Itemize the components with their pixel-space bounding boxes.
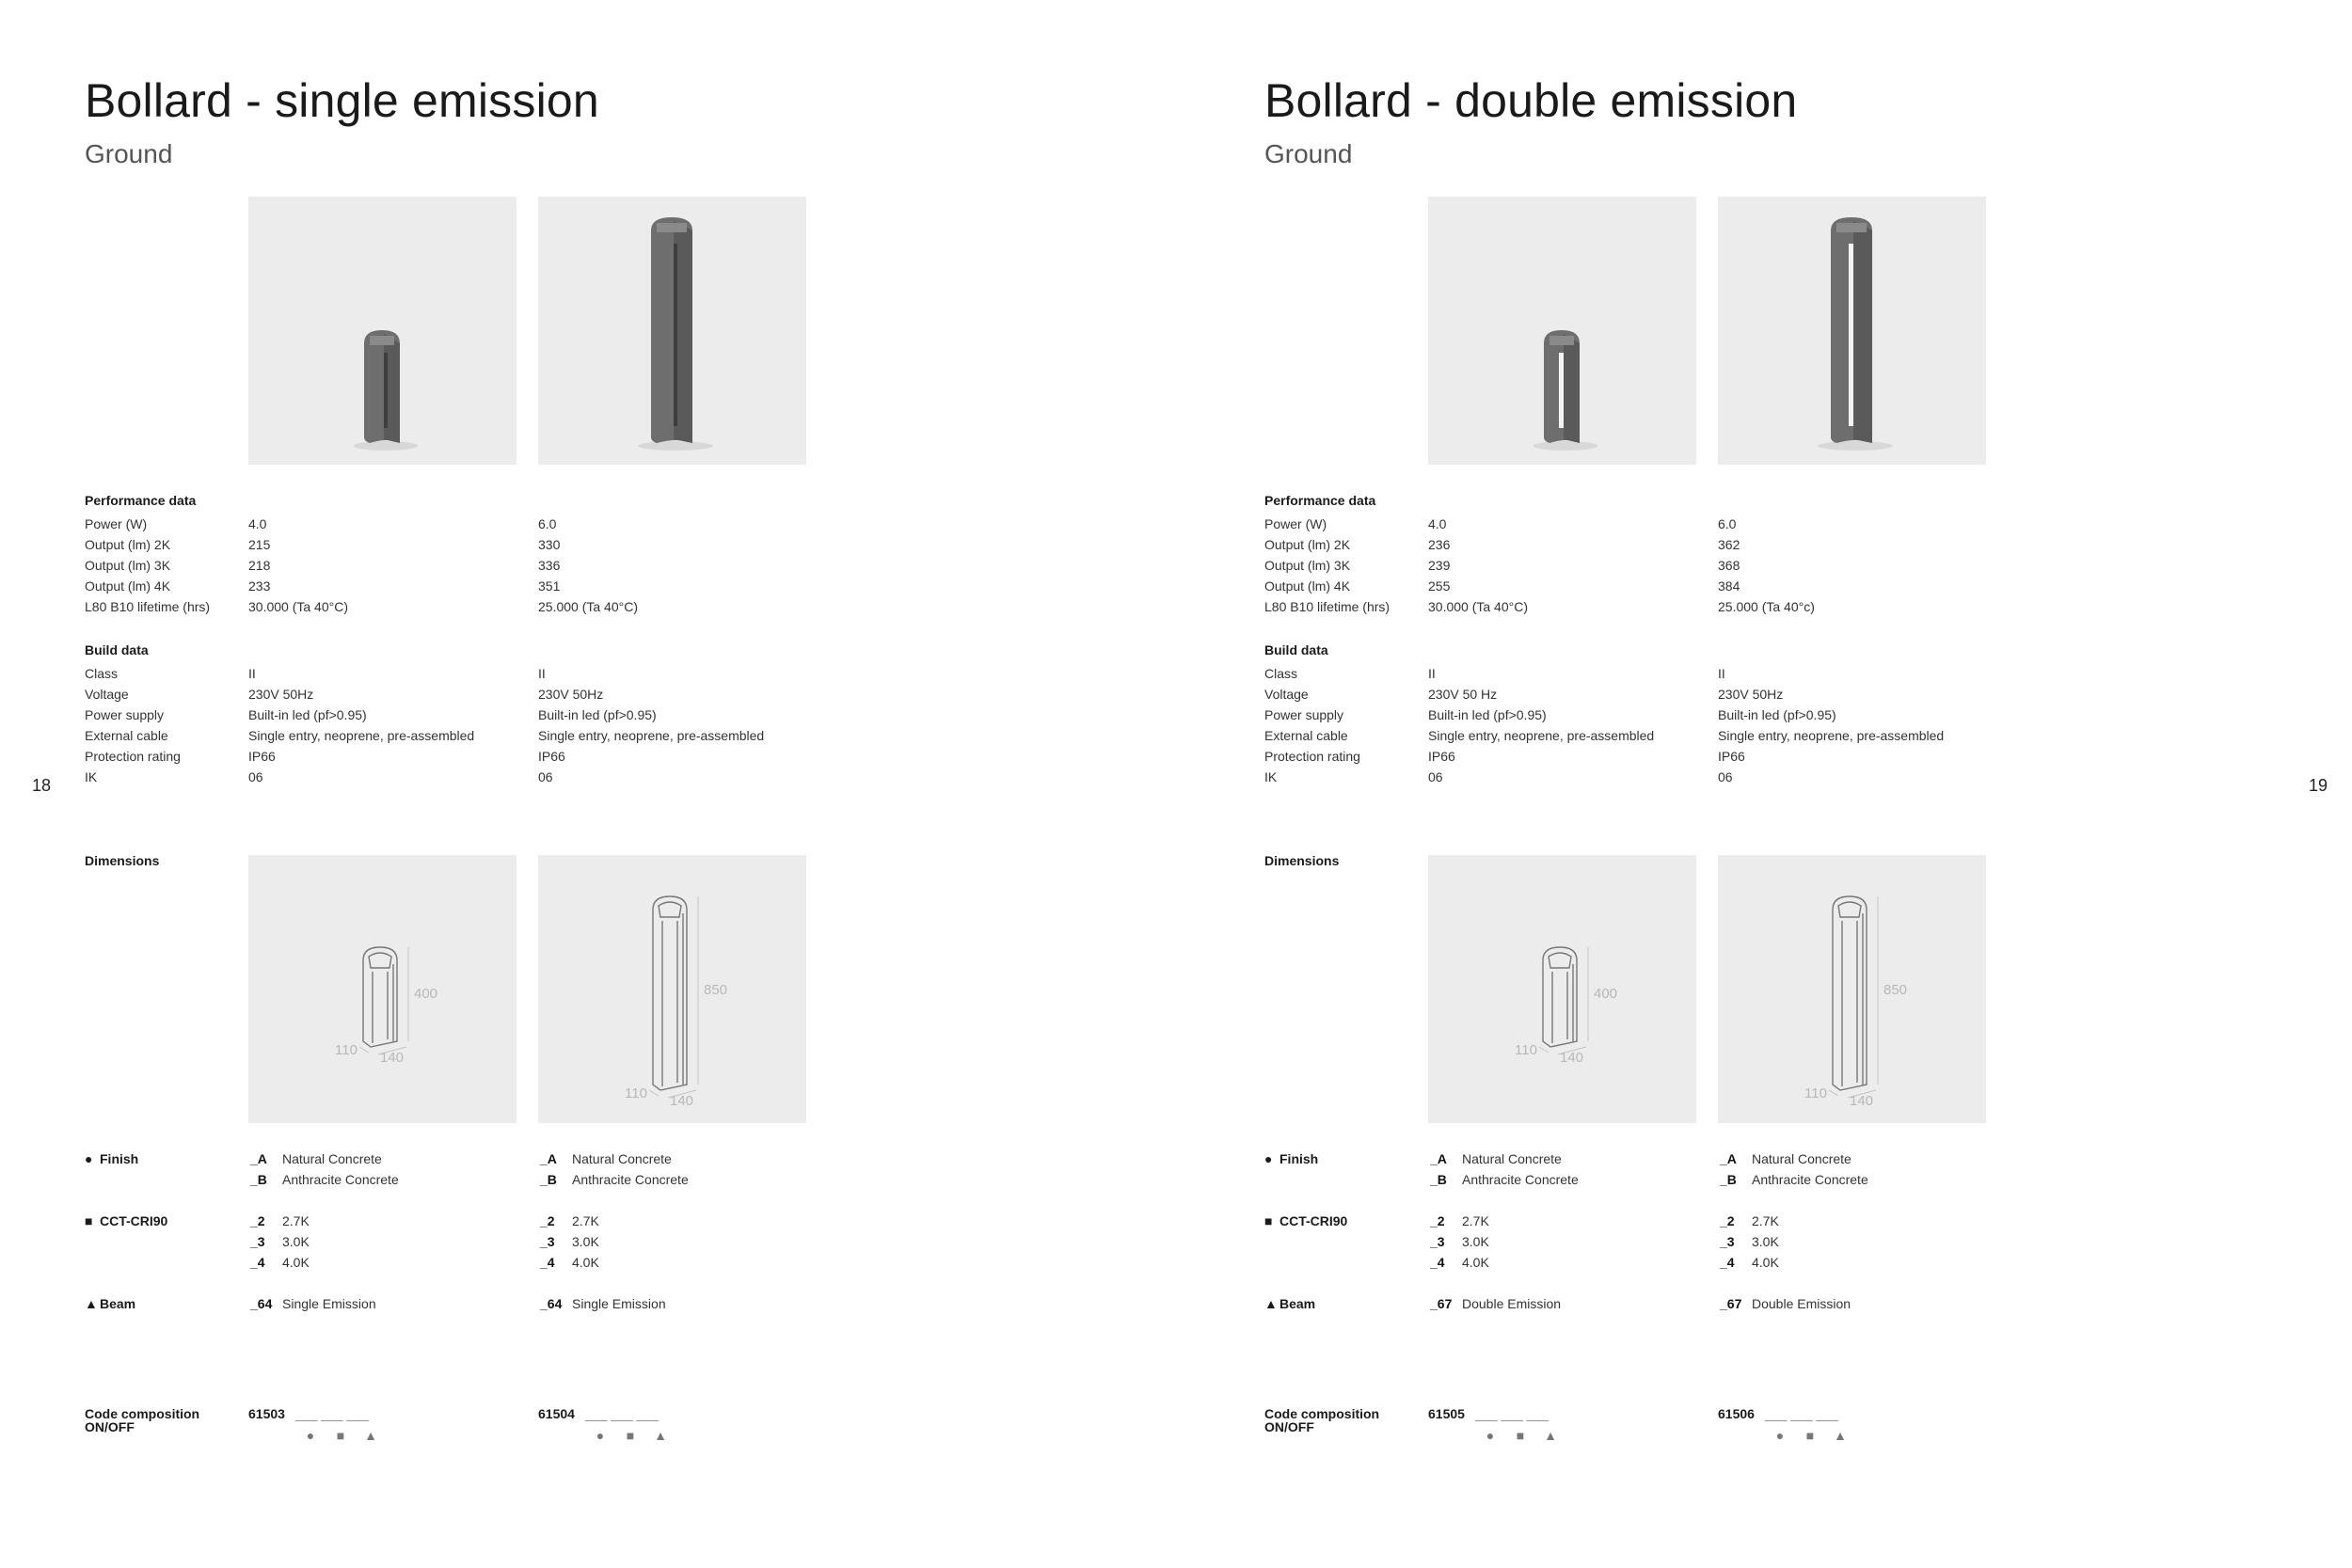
build-label: IK bbox=[85, 769, 98, 784]
option-code: _2 bbox=[540, 1213, 555, 1228]
bollard-photo-graphic bbox=[1428, 197, 1696, 465]
option-code: _B bbox=[1430, 1172, 1447, 1187]
option-name: Single Emission bbox=[282, 1296, 376, 1311]
product-code: 61503 bbox=[248, 1406, 285, 1421]
build-value-2: 230V 50Hz bbox=[538, 687, 604, 702]
build-label: IK bbox=[1264, 769, 1278, 784]
build-value-1: Built-in led (pf>0.95) bbox=[1428, 707, 1547, 722]
cct-option bbox=[250, 1234, 310, 1249]
finish-symbol-icon: ● bbox=[85, 1151, 93, 1166]
code-onoff-label: ON/OFF bbox=[85, 1419, 135, 1434]
performance-heading: Performance data bbox=[1264, 493, 1376, 508]
option-code: _A bbox=[540, 1151, 557, 1166]
option-name: 3.0K bbox=[572, 1234, 599, 1249]
code-onoff-label: ON/OFF bbox=[1264, 1419, 1314, 1434]
option-name: Double Emission bbox=[1462, 1296, 1562, 1311]
option-code: _B bbox=[1720, 1172, 1737, 1187]
cct-option bbox=[250, 1255, 310, 1270]
beam-label bbox=[85, 1296, 135, 1311]
code-blanks: ___ ___ ___ bbox=[295, 1406, 369, 1421]
finish-option bbox=[1430, 1151, 1562, 1166]
build-label: Voltage bbox=[1264, 687, 1309, 702]
option-code: _2 bbox=[1720, 1213, 1735, 1228]
option-name: Natural Concrete bbox=[1462, 1151, 1562, 1166]
performance-value-1: 30.000 (Ta 40°C) bbox=[248, 599, 348, 614]
build-value-1: IP66 bbox=[1428, 749, 1455, 764]
build-value-2: IP66 bbox=[538, 749, 565, 764]
performance-value-2: 6.0 bbox=[538, 516, 557, 531]
beam-option bbox=[1720, 1296, 1851, 1311]
option-name: 3.0K bbox=[1462, 1234, 1489, 1249]
beam-option bbox=[540, 1296, 666, 1311]
finish-option bbox=[250, 1172, 399, 1187]
build-value-2: Built-in led (pf>0.95) bbox=[1718, 707, 1836, 722]
bollard-photo-graphic bbox=[248, 197, 516, 465]
code-symbols bbox=[295, 1428, 386, 1443]
build-value-1: 06 bbox=[248, 769, 263, 784]
finish-option bbox=[540, 1151, 672, 1166]
finish-label-text: Finish bbox=[100, 1151, 139, 1166]
bollard-photo-graphic bbox=[538, 197, 806, 465]
option-name: 2.7K bbox=[1462, 1213, 1489, 1228]
performance-value-2: 368 bbox=[1718, 558, 1740, 573]
dim-depth: 110 bbox=[625, 1085, 647, 1101]
build-value-1: Single entry, neoprene, pre-assembled bbox=[248, 728, 475, 743]
cct-label-text: CCT-CRI90 bbox=[1279, 1213, 1348, 1228]
dim-width: 140 bbox=[1850, 1093, 1874, 1109]
circle-icon: ● bbox=[1775, 1428, 1785, 1443]
square-icon: ■ bbox=[626, 1428, 635, 1443]
circle-icon: ● bbox=[1486, 1428, 1495, 1443]
option-name: Anthracite Concrete bbox=[282, 1172, 399, 1187]
code-symbols bbox=[585, 1428, 675, 1443]
performance-value-2: 25.000 (Ta 40°C) bbox=[538, 599, 638, 614]
option-name: Natural Concrete bbox=[1752, 1151, 1851, 1166]
performance-value-2: 6.0 bbox=[1718, 516, 1737, 531]
build-value-2: Single entry, neoprene, pre-assembled bbox=[538, 728, 765, 743]
build-value-2: 230V 50Hz bbox=[1718, 687, 1784, 702]
circle-icon: ● bbox=[306, 1428, 315, 1443]
option-name: Double Emission bbox=[1752, 1296, 1851, 1311]
finish-label-text: Finish bbox=[1279, 1151, 1319, 1166]
page-number: 18 bbox=[32, 776, 52, 795]
performance-value-1: 239 bbox=[1428, 558, 1451, 573]
code-composition-label: Code composition bbox=[1264, 1406, 1380, 1421]
performance-label: Output (lm) 2K bbox=[1264, 537, 1351, 552]
beam-label bbox=[1264, 1296, 1315, 1311]
option-code: _B bbox=[540, 1172, 557, 1187]
dimension-box-short bbox=[1428, 855, 1696, 1123]
build-label: Power supply bbox=[85, 707, 165, 722]
finish-option bbox=[1720, 1172, 1868, 1187]
build-label: Protection rating bbox=[85, 749, 181, 764]
product-photo-tall bbox=[538, 197, 806, 465]
dimension-box-short bbox=[248, 855, 516, 1123]
finish-label bbox=[85, 1151, 138, 1166]
option-code: _4 bbox=[540, 1255, 555, 1270]
build-value-1: II bbox=[248, 666, 256, 681]
dim-depth: 110 bbox=[1804, 1085, 1827, 1101]
performance-value-2: 362 bbox=[1718, 537, 1740, 552]
code-blanks: ___ ___ ___ bbox=[1475, 1406, 1549, 1421]
page-subtitle: Ground bbox=[85, 139, 173, 168]
dimensions-heading: Dimensions bbox=[1264, 853, 1340, 868]
build-label: External cable bbox=[85, 728, 168, 743]
option-code: _B bbox=[250, 1172, 267, 1187]
page-title: Bollard - double emission bbox=[1264, 74, 1798, 127]
product-code: 61506 bbox=[1718, 1406, 1755, 1421]
performance-label: Output (lm) 3K bbox=[85, 558, 171, 573]
option-code: _4 bbox=[1720, 1255, 1735, 1270]
dim-depth: 110 bbox=[335, 1042, 358, 1058]
square-icon: ■ bbox=[1516, 1428, 1525, 1443]
page-subtitle: Ground bbox=[1264, 139, 1353, 168]
option-name: 4.0K bbox=[282, 1255, 310, 1270]
performance-value-2: 351 bbox=[538, 578, 561, 594]
option-code: _A bbox=[1720, 1151, 1737, 1166]
option-code: _67 bbox=[1720, 1296, 1742, 1311]
dimension-drawing bbox=[248, 855, 516, 1123]
page-title: Bollard - single emission bbox=[85, 74, 599, 127]
code-composition-label: Code composition bbox=[85, 1406, 200, 1421]
cct-option bbox=[540, 1255, 599, 1270]
option-name: 4.0K bbox=[1462, 1255, 1489, 1270]
build-heading: Build data bbox=[85, 642, 149, 657]
performance-value-1: 236 bbox=[1428, 537, 1451, 552]
product-photo-short bbox=[248, 197, 516, 465]
beam-label-text: Beam bbox=[100, 1296, 136, 1311]
finish-option bbox=[540, 1172, 689, 1187]
finish-option bbox=[1720, 1151, 1851, 1166]
option-name: 2.7K bbox=[282, 1213, 310, 1228]
triangle-icon: ▲ bbox=[364, 1428, 377, 1443]
cct-label-text: CCT-CRI90 bbox=[100, 1213, 168, 1228]
cct-symbol-icon: ■ bbox=[85, 1213, 93, 1228]
cct-label bbox=[1264, 1213, 1347, 1228]
build-value-1: Built-in led (pf>0.95) bbox=[248, 707, 367, 722]
build-label: Class bbox=[1264, 666, 1298, 681]
code-symbols bbox=[1475, 1428, 1565, 1443]
build-value-2: IP66 bbox=[1718, 749, 1745, 764]
option-name: Anthracite Concrete bbox=[1462, 1172, 1579, 1187]
dimension-drawing bbox=[1718, 855, 1986, 1123]
beam-option bbox=[250, 1296, 376, 1311]
option-name: Natural Concrete bbox=[572, 1151, 672, 1166]
dim-height: 400 bbox=[414, 986, 438, 1002]
square-icon: ■ bbox=[1805, 1428, 1815, 1443]
option-name: Single Emission bbox=[572, 1296, 666, 1311]
cct-option bbox=[250, 1213, 310, 1228]
cct-label bbox=[85, 1213, 167, 1228]
code-symbols bbox=[1765, 1428, 1855, 1443]
beam-symbol-icon: ▲ bbox=[1264, 1296, 1278, 1311]
triangle-icon: ▲ bbox=[1544, 1428, 1557, 1443]
build-label: Voltage bbox=[85, 687, 129, 702]
performance-value-1: 233 bbox=[248, 578, 271, 594]
option-name: 2.7K bbox=[572, 1213, 599, 1228]
performance-label: Output (lm) 2K bbox=[85, 537, 171, 552]
right-page bbox=[1180, 0, 2352, 1568]
beam-option bbox=[1430, 1296, 1561, 1311]
cct-symbol-icon: ■ bbox=[1264, 1213, 1273, 1228]
performance-value-1: 4.0 bbox=[1428, 516, 1447, 531]
finish-option bbox=[250, 1151, 382, 1166]
beam-symbol-icon: ▲ bbox=[85, 1296, 98, 1311]
dimensions-heading: Dimensions bbox=[85, 853, 160, 868]
page-number: 19 bbox=[2309, 776, 2328, 795]
finish-symbol-icon: ● bbox=[1264, 1151, 1273, 1166]
triangle-icon: ▲ bbox=[654, 1428, 667, 1443]
square-icon: ■ bbox=[336, 1428, 345, 1443]
performance-label: L80 B10 lifetime (hrs) bbox=[1264, 599, 1391, 614]
product-photo-tall bbox=[1718, 197, 1986, 465]
product-photo-short bbox=[1428, 197, 1696, 465]
dimension-drawing bbox=[538, 855, 806, 1123]
build-value-1: II bbox=[1428, 666, 1436, 681]
dim-width: 140 bbox=[1560, 1050, 1584, 1066]
build-value-1: 230V 50Hz bbox=[248, 687, 314, 702]
performance-label: Power (W) bbox=[1264, 516, 1327, 531]
cct-option bbox=[1430, 1213, 1489, 1228]
build-value-2: 06 bbox=[538, 769, 553, 784]
code-blanks: ___ ___ ___ bbox=[1765, 1406, 1838, 1421]
option-name: Anthracite Concrete bbox=[572, 1172, 689, 1187]
option-code: _3 bbox=[1720, 1234, 1735, 1249]
option-name: 3.0K bbox=[282, 1234, 310, 1249]
bollard-photo-graphic bbox=[1718, 197, 1986, 465]
performance-label: Output (lm) 4K bbox=[85, 578, 171, 594]
performance-label: Output (lm) 3K bbox=[1264, 558, 1351, 573]
build-value-1: 06 bbox=[1428, 769, 1443, 784]
performance-label: Power (W) bbox=[85, 516, 148, 531]
build-value-2: II bbox=[538, 666, 546, 681]
cct-option bbox=[1430, 1234, 1489, 1249]
option-name: 4.0K bbox=[572, 1255, 599, 1270]
option-name: 2.7K bbox=[1752, 1213, 1779, 1228]
triangle-icon: ▲ bbox=[1834, 1428, 1847, 1443]
performance-value-2: 336 bbox=[538, 558, 561, 573]
option-code: _4 bbox=[1430, 1255, 1445, 1270]
circle-icon: ● bbox=[596, 1428, 605, 1443]
option-code: _A bbox=[1430, 1151, 1447, 1166]
build-value-2: II bbox=[1718, 666, 1725, 681]
build-value-2: 06 bbox=[1718, 769, 1733, 784]
build-value-1: IP66 bbox=[248, 749, 276, 764]
performance-value-1: 30.000 (Ta 40°C) bbox=[1428, 599, 1528, 614]
option-code: _67 bbox=[1430, 1296, 1453, 1311]
build-label: Power supply bbox=[1264, 707, 1344, 722]
cct-option bbox=[540, 1213, 599, 1228]
option-code: _64 bbox=[250, 1296, 273, 1311]
option-code: _2 bbox=[250, 1213, 265, 1228]
build-label: External cable bbox=[1264, 728, 1348, 743]
cct-option bbox=[540, 1234, 599, 1249]
dim-height: 400 bbox=[1594, 986, 1618, 1002]
dim-width: 140 bbox=[670, 1093, 694, 1109]
performance-value-1: 255 bbox=[1428, 578, 1451, 594]
finish-option bbox=[1430, 1172, 1579, 1187]
performance-label: Output (lm) 4K bbox=[1264, 578, 1351, 594]
build-value-2: Built-in led (pf>0.95) bbox=[538, 707, 657, 722]
dimension-box-tall bbox=[1718, 855, 1986, 1123]
build-value-2: Single entry, neoprene, pre-assembled bbox=[1718, 728, 1945, 743]
option-code: _2 bbox=[1430, 1213, 1445, 1228]
option-name: 3.0K bbox=[1752, 1234, 1779, 1249]
dimension-drawing bbox=[1428, 855, 1696, 1123]
performance-label: L80 B10 lifetime (hrs) bbox=[85, 599, 211, 614]
option-code: _64 bbox=[540, 1296, 563, 1311]
performance-value-1: 218 bbox=[248, 558, 271, 573]
build-label: Class bbox=[85, 666, 119, 681]
option-code: _4 bbox=[250, 1255, 265, 1270]
option-code: _3 bbox=[1430, 1234, 1445, 1249]
option-code: _A bbox=[250, 1151, 267, 1166]
option-name: Natural Concrete bbox=[282, 1151, 382, 1166]
cct-option bbox=[1720, 1234, 1779, 1249]
performance-value-2: 384 bbox=[1718, 578, 1740, 594]
performance-value-2: 330 bbox=[538, 537, 561, 552]
option-name: Anthracite Concrete bbox=[1752, 1172, 1868, 1187]
option-code: _3 bbox=[540, 1234, 555, 1249]
product-code: 61504 bbox=[538, 1406, 575, 1421]
performance-heading: Performance data bbox=[85, 493, 197, 508]
finish-label bbox=[1264, 1151, 1318, 1166]
build-label: Protection rating bbox=[1264, 749, 1360, 764]
dim-height: 850 bbox=[1883, 982, 1908, 998]
code-blanks: ___ ___ ___ bbox=[585, 1406, 659, 1421]
build-heading: Build data bbox=[1264, 642, 1328, 657]
performance-value-1: 4.0 bbox=[248, 516, 267, 531]
performance-value-2: 25.000 (Ta 40°c) bbox=[1718, 599, 1815, 614]
product-code: 61505 bbox=[1428, 1406, 1465, 1421]
beam-label-text: Beam bbox=[1279, 1296, 1316, 1311]
option-code: _3 bbox=[250, 1234, 265, 1249]
cct-option bbox=[1720, 1213, 1779, 1228]
build-value-1: 230V 50 Hz bbox=[1428, 687, 1498, 702]
option-name: 4.0K bbox=[1752, 1255, 1779, 1270]
cct-option bbox=[1430, 1255, 1489, 1270]
build-value-1: Single entry, neoprene, pre-assembled bbox=[1428, 728, 1655, 743]
performance-value-1: 215 bbox=[248, 537, 271, 552]
dim-depth: 110 bbox=[1515, 1042, 1537, 1058]
dim-height: 850 bbox=[704, 982, 728, 998]
cct-option bbox=[1720, 1255, 1779, 1270]
dim-width: 140 bbox=[380, 1050, 405, 1066]
dimension-box-tall bbox=[538, 855, 806, 1123]
